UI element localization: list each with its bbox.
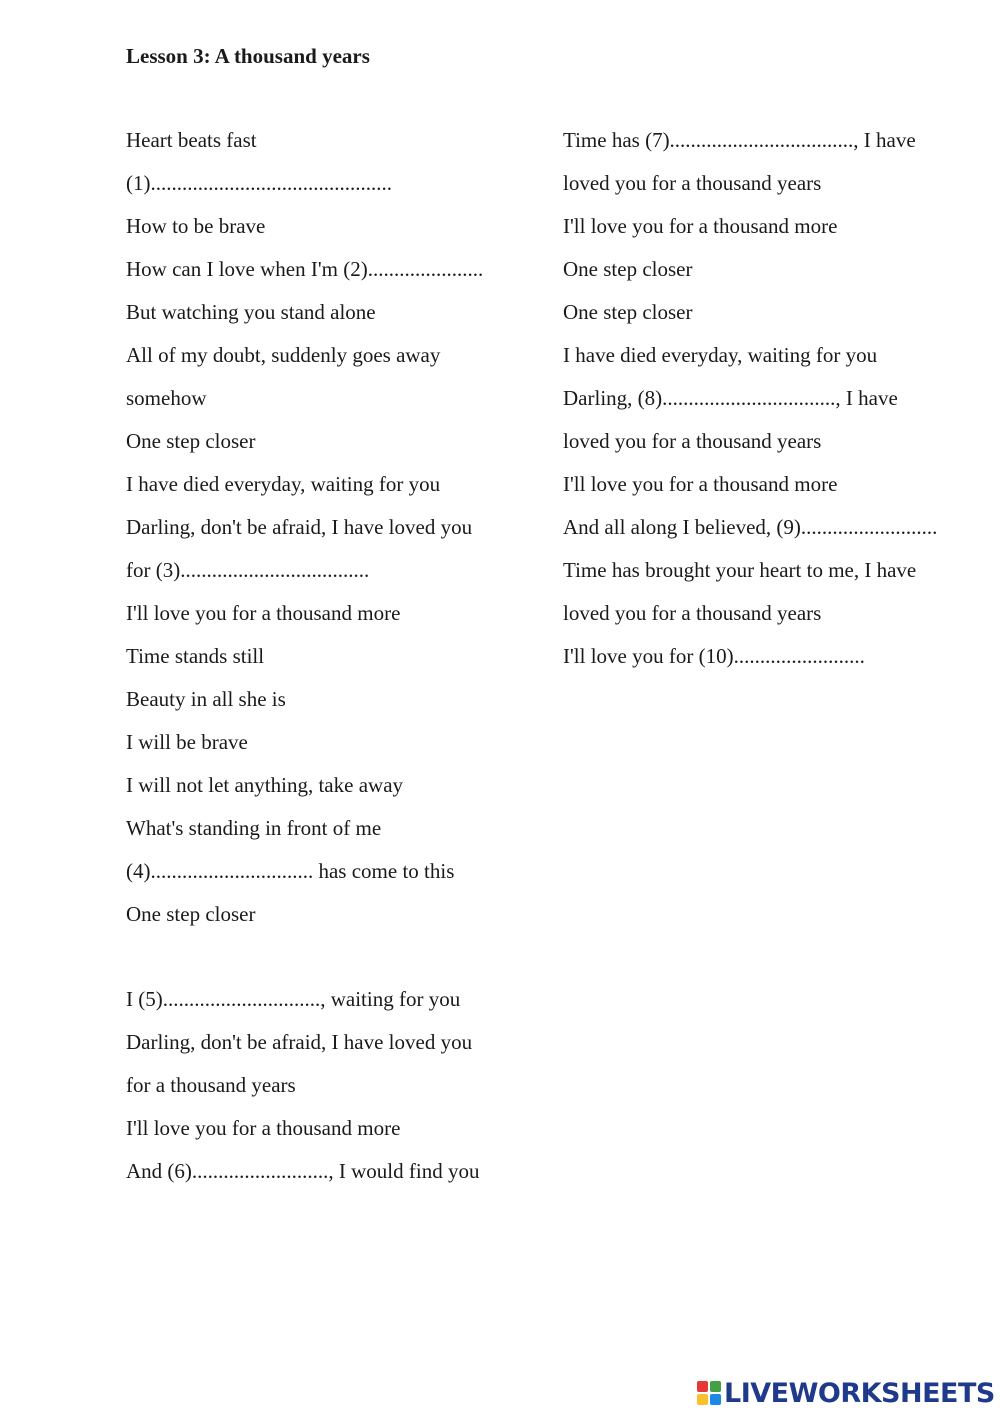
lyric-line: I have died everyday, waiting for you — [563, 343, 878, 367]
lyric-line: I'll love you for a thousand more — [563, 214, 838, 238]
lyric-line: for (3).................................... — [126, 558, 370, 582]
lyric-line: How can I love when I'm (2)...................... — [126, 257, 484, 281]
liveworksheets-logo — [697, 1377, 995, 1409]
lyric-line: I have died everyday, waiting for you — [126, 472, 441, 496]
lyric-line: One step closer — [563, 300, 693, 324]
lyric-line: And all along I believed, (9).......................... — [563, 515, 938, 539]
lyric-line: Time stands still — [126, 644, 265, 668]
lyric-line: for a thousand years — [126, 1073, 296, 1097]
lyric-line: Darling, don't be afraid, I have loved you — [126, 1030, 473, 1054]
lyric-line: Beauty in all she is — [126, 687, 286, 711]
lyric-line: loved you for a thousand years — [563, 171, 822, 195]
lyric-line: And (6).........................., I would find you — [126, 1159, 480, 1183]
logo-text: LIVEWORKSHEETS — [724, 1377, 995, 1409]
lyric-line: What's standing in front of me — [126, 816, 382, 840]
page-title: Lesson 3: A thousand years — [126, 44, 370, 68]
lyric-line: I'll love you for (10)......................... — [563, 644, 865, 668]
lyric-line: Heart beats fast — [126, 128, 257, 152]
lyric-line: I (5).............................., waiting for you — [126, 987, 461, 1011]
lyric-line: One step closer — [563, 257, 693, 281]
lyric-line: One step closer — [126, 429, 256, 453]
lyric-line: Time has (7)..................................., I have — [563, 128, 916, 152]
lyric-line: Darling, don't be afraid, I have loved you — [126, 515, 473, 539]
lyric-line: loved you for a thousand years — [563, 429, 822, 453]
liveworksheets-logo-icon — [697, 1381, 721, 1405]
lyrics-left-column — [126, 126, 504, 1200]
lyric-line: loved you for a thousand years — [563, 601, 822, 625]
lyric-line: I will be brave — [126, 730, 248, 754]
lyric-line: (4)............................... has come to this — [126, 859, 455, 883]
lyric-line: I'll love you for a thousand more — [126, 601, 401, 625]
lyric-line: Time has brought your heart to me, I have — [563, 558, 917, 582]
lyric-line: somehow — [126, 386, 207, 410]
lyric-line: Darling, (8)................................., I have — [563, 386, 898, 410]
lyrics-right-column — [563, 126, 948, 685]
lyric-line: One step closer — [126, 902, 256, 926]
lyric-line: (1).............................................. — [126, 171, 392, 195]
lyric-line: I will not let anything, take away — [126, 773, 404, 797]
lyric-line: All of my doubt, suddenly goes away — [126, 343, 441, 367]
lyric-line: I'll love you for a thousand more — [563, 472, 838, 496]
lyric-line: I'll love you for a thousand more — [126, 1116, 401, 1140]
lyric-line: How to be brave — [126, 214, 266, 238]
lyric-line: But watching you stand alone — [126, 300, 376, 324]
